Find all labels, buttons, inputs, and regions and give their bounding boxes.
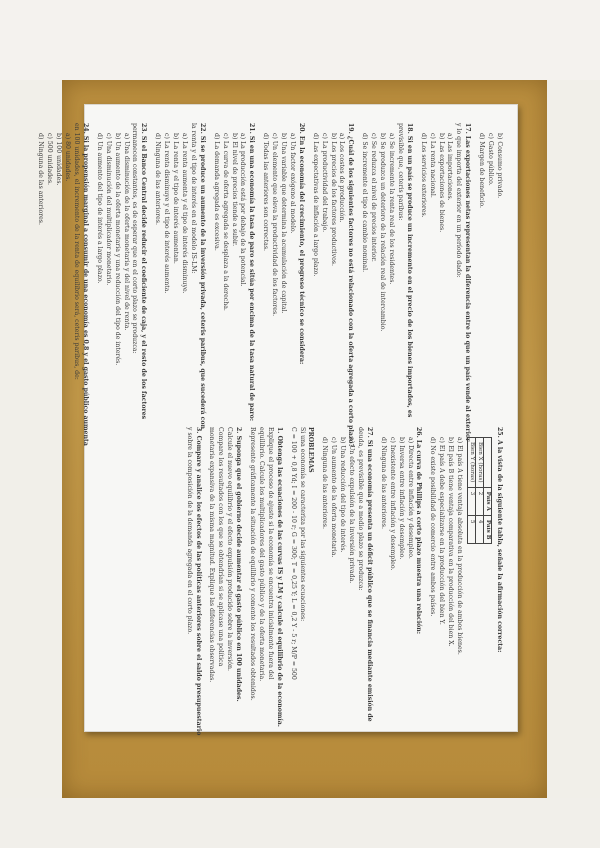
text-line: y sobre la composición de la demanda agregada en el corto plazo.: [185, 427, 193, 635]
answer-option: d) Las expectativas de inflación a largo plazo.: [311, 133, 319, 277]
question-text: 22. Si se produce un aumento de la inversión privada, ceteris paribus, que sucederá con: [198, 123, 206, 430]
text-line: C = 100 + 0,8 Yd; I = 200 - 10 r; G = 300; T = 0,25 Y; L = 0,2 Y - 5 r; M/P = 500: [289, 427, 297, 680]
answer-option: a) Una disminución de la oferta monetaria y del nivel de renta.: [122, 133, 130, 331]
question-text: 1. Obtenga las ecuaciones de las curvas IS y LM y calcule el equilibrio de la economía.: [275, 427, 283, 727]
answer-option: a) La producción está por debajo de la potencial.: [239, 133, 247, 287]
answer-option: a) Un efecto expulsión de la inversión privada.: [348, 437, 356, 584]
answer-option: c) Un elemento que eleva la productividad de los factores.: [271, 133, 279, 317]
text-line: en 100 unidades, el incremento de la renta de equilibrio será, ceteris paribus, de:: [73, 123, 81, 380]
answer-option: a) Un factor exógeno al modelo.: [288, 133, 296, 234]
answer-option: a) 80 unidades.: [64, 133, 72, 182]
answer-option: d) Se incremente el tipo de cambio nominal.: [361, 133, 369, 273]
answer-option: d) No existe posibilidad de comercio entre ambos países.: [429, 437, 437, 617]
spacer: [202, 427, 207, 707]
table-header: País B: [484, 515, 492, 544]
answer-option: a) Las importaciones.: [446, 133, 454, 201]
answer-option: c) Inexistente entre inflación y desempleo.: [388, 437, 396, 571]
answer-option: d) Ninguna de las anteriores.: [154, 133, 162, 225]
text-line: equilibrio. Calcule los multiplicadores del gasto público y de la oferta monetaria.: [257, 427, 265, 682]
question-text: 24. Si la propensión marginal a consumir de una economía es 0,8 y el gasto público aumenta: [81, 123, 89, 446]
question-text: 26. La curva de Phillips a corto plazo muestra una relación:: [415, 427, 423, 635]
answer-option: c) La renta disminuye y el tipo de interés aumenta.: [163, 133, 171, 294]
answer-option: c) La productividad del trabajo.: [320, 133, 328, 233]
answer-option: b) El nivel de precios tiende a subir.: [230, 133, 238, 247]
text-line: monetaria expansiva de la misma magnitud. Explique las diferencias observadas.: [208, 427, 216, 683]
comparative-table: [467, 437, 492, 544]
answer-option: a) La renta aumenta y el tipo de interés disminuye.: [181, 133, 188, 294]
table-cell: 2: [476, 487, 484, 515]
answer-option: d) Ninguna de las anteriores.: [379, 437, 387, 529]
question-text: 19. ¿Cuál de los siguientes factores no está relacionado con la oferta agregada a corto plazo?: [347, 123, 355, 448]
answer-option: b) Una reducción del tipo de interés.: [339, 437, 347, 553]
text-line: Si una economía se caracteriza por las siguientes ecuaciones:: [298, 427, 306, 622]
exam-content-rotated: [37, 105, 517, 736]
answer-option: d) Margen de beneficio.: [478, 133, 486, 208]
answer-option: a) Se incremente la renta real de los residentes.: [388, 133, 396, 285]
text-line: Calcule el nuevo equilibrio y el efecto expulsión producido sobre la inversión.: [226, 427, 234, 671]
answer-option: a) Directa entre inflación y desempleo.: [406, 437, 414, 559]
right-column-body: [184, 427, 464, 736]
text-line: previsible que, ceteris paribus:: [396, 123, 404, 221]
background-bottom: [0, 798, 600, 848]
exam-sheet: [37, 104, 518, 736]
answer-option: d) Los servicios exteriores.: [419, 133, 427, 218]
answer-option: b) Una variable que determina la acumulación de capital.: [280, 133, 288, 314]
answer-option: c) Una disminución del multiplicador monetario.: [104, 133, 112, 286]
answer-option: c) Un aumento de la oferta monetaria.: [330, 437, 338, 558]
question-text: 27. Si una economía presenta un déficit público que se financia mediante emisión de: [365, 427, 373, 722]
table-cell: 4: [476, 515, 484, 544]
table-cell: 5: [468, 515, 476, 544]
text-line: permanecen constantes, es de esperar que en el corto plazo se produzca:: [131, 123, 139, 354]
text-line: y lo que importa del exterior en un período dado:: [455, 123, 463, 278]
answer-option: d) Todas las anteriores son correctas.: [262, 133, 270, 251]
question-text: 18. Si en un país se produce un incremento en el precio de los bienes importados, es: [405, 123, 413, 418]
question-text: PROBLEMAS: [307, 427, 315, 473]
left-column: [36, 123, 504, 448]
question-text: 3. Compare y analice los efectos de las políticas anteriores sobre el saldo presupuestario: [194, 427, 202, 736]
answer-option: b) Consumo privado.: [496, 133, 503, 199]
question-text: 20. En la economía del crecimiento, el progreso técnico se considera:: [297, 123, 305, 365]
question-text: 2. Suponga que el gobierno decide aumentar el gasto público en 100 unidades.: [235, 427, 243, 702]
table-cell: Bien X (horas): [476, 438, 484, 488]
answer-option: c) Gasto público.: [487, 133, 495, 186]
answer-option: c) La curva de oferta agregada se desplaza a la derecha.: [221, 133, 229, 311]
question-text: 25. A la vista de la siguiente tabla, señale la afirmación correcta:: [496, 427, 503, 653]
answer-option: b) Inversa entre inflación y desempleo.: [397, 437, 405, 560]
answer-option: b) Los precios de los factores productivos.: [329, 133, 337, 266]
answer-option: d) Un aumento del tipo de interés a largo plazo.: [95, 133, 103, 284]
answer-option: b) Se produzca un deterioro de la relación real de intercambio.: [379, 133, 387, 332]
right-column: [184, 427, 503, 736]
question-text: 17. Las exportaciones netas representan la diferencia entre lo que un país vende al exterior: [464, 123, 472, 442]
answer-option: d) Ninguna de las anteriores.: [321, 437, 329, 529]
answer-option: b) El país B tiene ventaja comparativa en la producción del bien X.: [447, 437, 455, 647]
answer-option: b) 100 unidades.: [55, 133, 63, 186]
question-text: 23. Si el Banco Central decide reducir el coeficiente de caja, y el resto de los factores: [140, 123, 148, 420]
answer-option: c) Se reduzca el nivel de precios interior.: [370, 133, 378, 262]
text-line: Represente gráficamente la situación de equilibrio y comente los resultados obtenidos.: [249, 427, 257, 701]
table-row: [476, 438, 484, 544]
answer-option: c) El país A debe especializarse en la producción del bien Y.: [438, 437, 446, 625]
table-header: [484, 438, 492, 488]
answer-option: b) La renta y el tipo de interés aumentan.: [172, 133, 180, 264]
answer-option: a) Los costes de producción.: [338, 133, 346, 223]
answer-option: a) El país A tiene ventaja absoluta en la producción de ambos bienes.: [456, 437, 464, 655]
text-line: la renta y el tipo de interés en el modelo IS-LM:: [189, 123, 197, 274]
question-text: 21. Si en una economía la tasa de paro se sitúa por encima de la tasa natural de paro:: [248, 123, 256, 422]
answer-option: b) Las exportaciones de bienes.: [437, 133, 445, 233]
answer-option: d) Ninguna de las anteriores.: [37, 133, 45, 225]
text-line: Compare los resultados con los que se obtendrían si se aplicase una política: [217, 427, 225, 667]
background-top: [0, 0, 600, 80]
answer-option: c) La renta nacional.: [428, 133, 436, 198]
answer-option: d) La demanda agregada es excesiva.: [212, 133, 220, 251]
text-line: Explique el proceso de ajuste si la economía se encuentra inicialmente fuera del: [266, 427, 274, 680]
table-row: [468, 438, 476, 544]
answer-option: c) 500 unidades.: [46, 133, 54, 185]
table-header: País A: [484, 487, 492, 515]
right-column-intro: [494, 427, 503, 707]
text-line: deuda, es previsible que a medio plazo se produzca:: [357, 427, 365, 591]
table-cell: Bien Y (horas): [468, 438, 476, 488]
answer-option: b) Un aumento de la oferta monetaria y una reducción del tipo de interés.: [113, 133, 121, 366]
table-cell: 3: [468, 487, 476, 515]
